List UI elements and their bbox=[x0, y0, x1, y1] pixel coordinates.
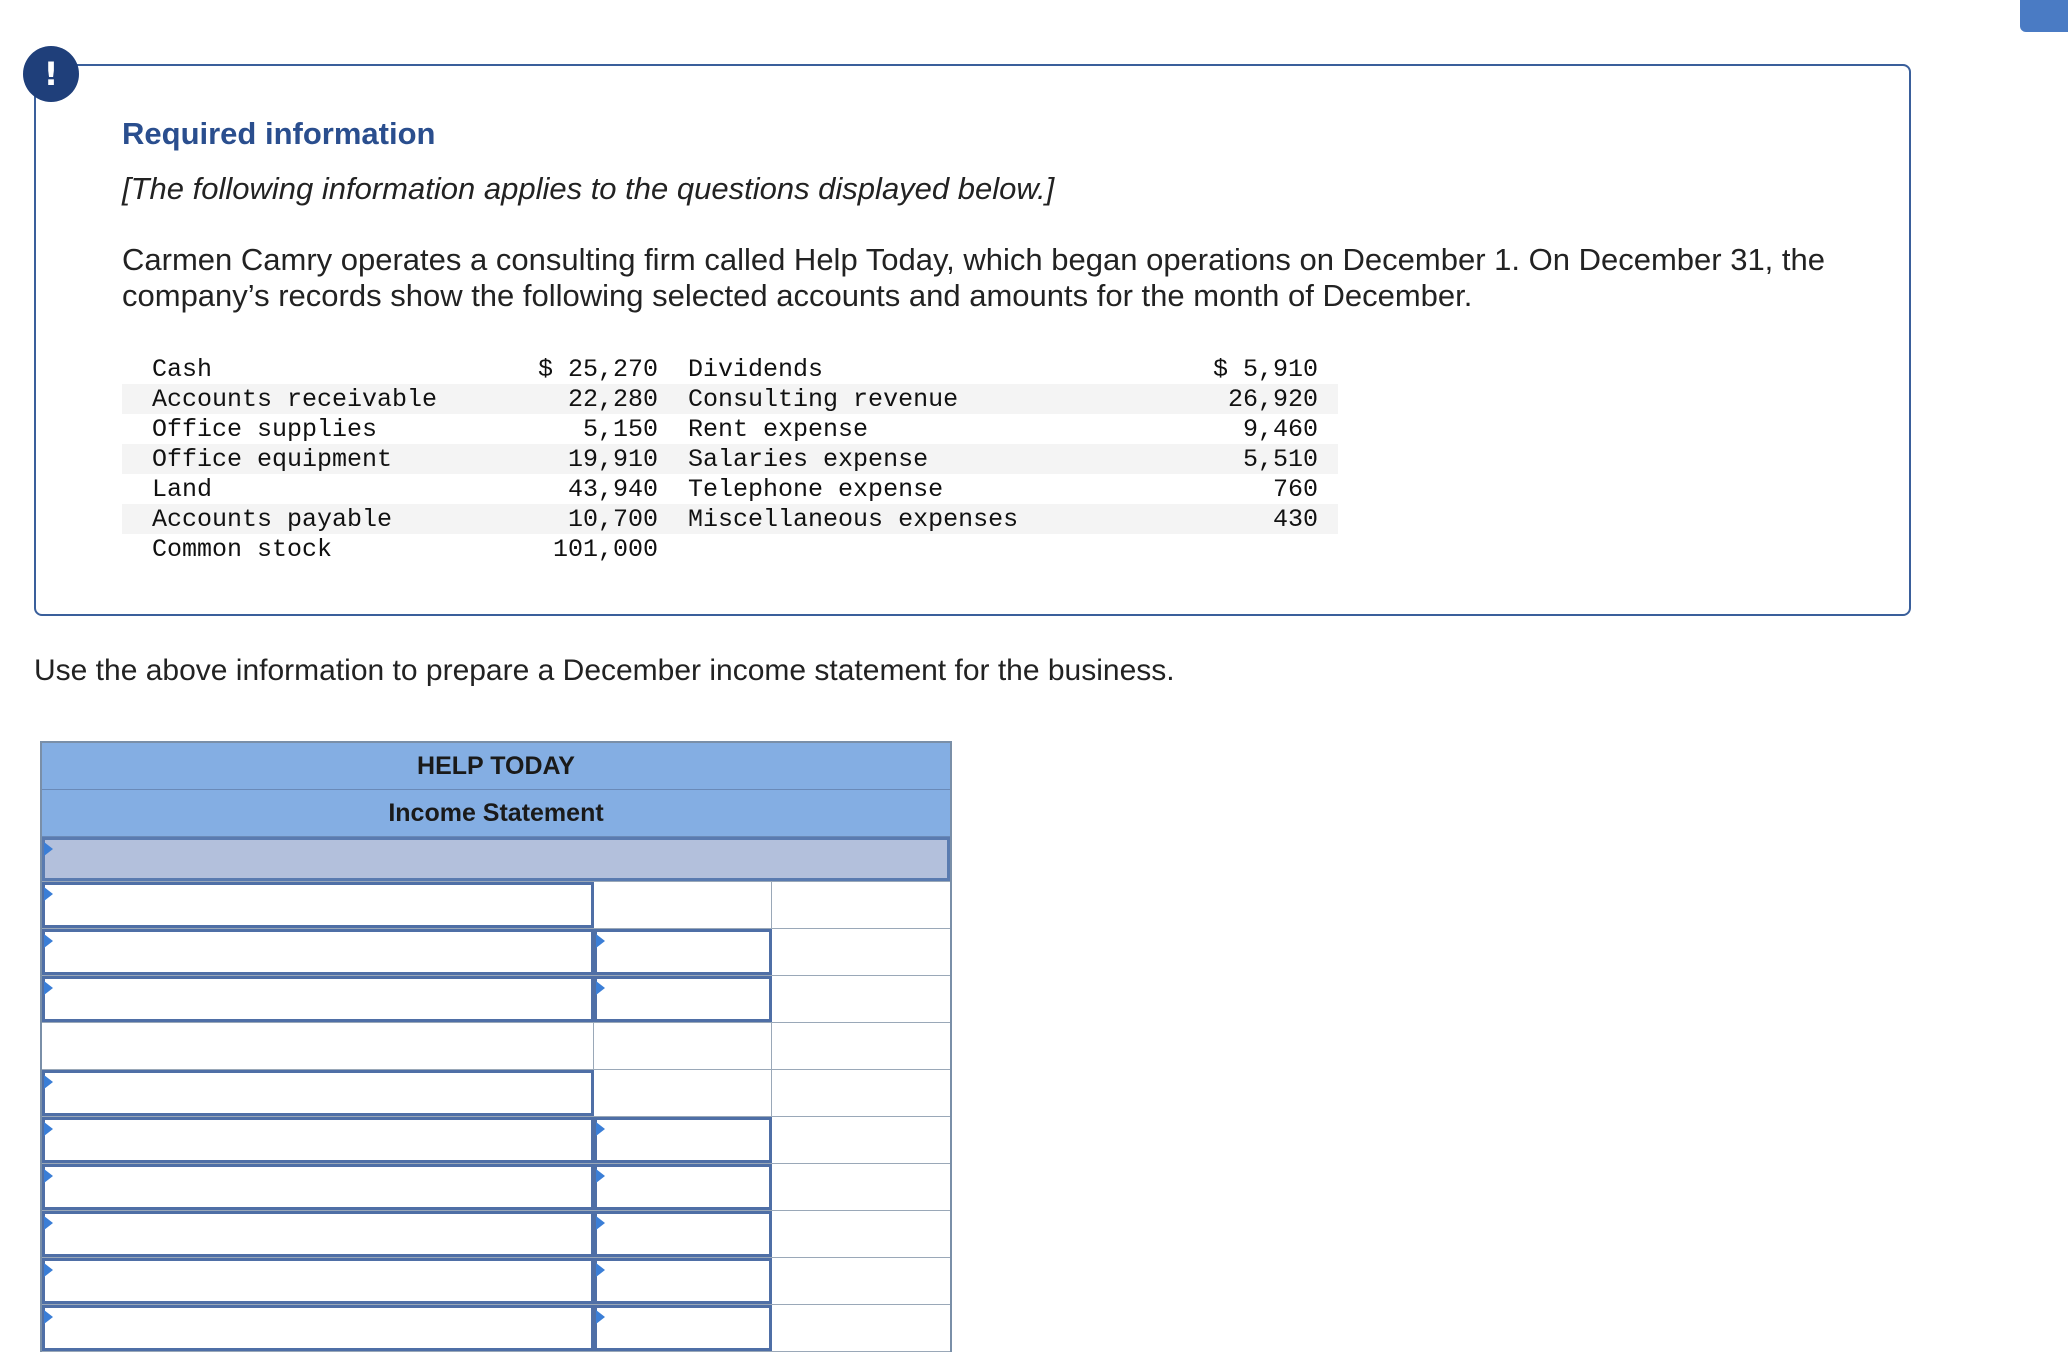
table-row bbox=[42, 1022, 950, 1069]
dropdown-marker-icon bbox=[44, 1216, 53, 1230]
table-row bbox=[42, 881, 950, 928]
account-dropdown[interactable] bbox=[42, 882, 594, 928]
table-row bbox=[122, 354, 1338, 384]
account-name: Cash bbox=[152, 354, 213, 384]
info-title: Required information bbox=[122, 116, 436, 151]
account-amount: 43,940 bbox=[568, 474, 659, 504]
account-amount: 19,910 bbox=[508, 444, 658, 474]
required-information-box bbox=[34, 64, 1911, 616]
dropdown-marker-icon bbox=[44, 1169, 53, 1183]
instruction-text: Use the above information to prepare a December income statement for the business. bbox=[34, 654, 1175, 687]
total-cell bbox=[772, 1164, 950, 1210]
total-cell bbox=[772, 976, 950, 1022]
amount-cell bbox=[594, 1023, 772, 1069]
account-name bbox=[658, 534, 1128, 564]
amount-input[interactable] bbox=[594, 1305, 772, 1351]
input-marker-icon bbox=[596, 1263, 605, 1277]
account-dropdown[interactable] bbox=[42, 1164, 594, 1210]
total-cell bbox=[772, 1117, 950, 1163]
input-marker-icon bbox=[596, 1169, 605, 1183]
table-row bbox=[42, 975, 950, 1022]
dropdown-marker-icon bbox=[44, 1310, 53, 1324]
statement-title-header: Income Statement bbox=[42, 790, 950, 837]
account-dropdown[interactable] bbox=[42, 1070, 594, 1116]
table-row bbox=[122, 414, 1338, 444]
amount-input[interactable] bbox=[594, 1258, 772, 1304]
account-amount: $ 5,910 bbox=[1213, 354, 1319, 384]
account-amount: 760 bbox=[1273, 474, 1319, 504]
input-marker-icon bbox=[596, 1310, 605, 1324]
table-row bbox=[42, 1304, 950, 1351]
account-dropdown[interactable] bbox=[42, 976, 594, 1022]
dropdown-marker-icon bbox=[44, 934, 53, 948]
total-cell bbox=[772, 1211, 950, 1257]
account-name: Dividends bbox=[688, 354, 824, 384]
account-name: Rent expense bbox=[688, 414, 869, 444]
table-row bbox=[42, 1069, 950, 1116]
dropdown-marker-icon bbox=[44, 981, 53, 995]
table-row bbox=[42, 1116, 950, 1163]
total-cell bbox=[772, 1023, 950, 1069]
company-name-header: HELP TODAY bbox=[42, 743, 950, 790]
account-name: Common stock bbox=[152, 534, 333, 564]
account-amount: 5,150 bbox=[583, 414, 659, 444]
dropdown-marker-icon bbox=[44, 1263, 53, 1277]
total-cell bbox=[772, 1305, 950, 1351]
table-row bbox=[42, 1210, 950, 1257]
account-name: Miscellaneous expenses bbox=[658, 504, 1128, 534]
account-amount: 10,700 bbox=[508, 504, 658, 534]
account-amount: 22,280 bbox=[508, 384, 658, 414]
total-cell bbox=[772, 1070, 950, 1116]
total-cell bbox=[772, 1258, 950, 1304]
total-cell bbox=[772, 929, 950, 975]
input-marker-icon bbox=[596, 1216, 605, 1230]
amount-input[interactable] bbox=[594, 1164, 772, 1210]
account-amount: 9,460 bbox=[1243, 414, 1319, 444]
account-name: Salaries expense bbox=[658, 444, 1128, 474]
account-dropdown[interactable] bbox=[42, 1117, 594, 1163]
dropdown-marker-icon bbox=[44, 842, 53, 856]
account-dropdown[interactable] bbox=[42, 929, 594, 975]
account-name: Telephone expense bbox=[688, 474, 944, 504]
account-amount bbox=[1128, 534, 1338, 564]
amount-input[interactable] bbox=[594, 1117, 772, 1163]
account-dropdown[interactable] bbox=[42, 1258, 594, 1304]
accounts-table bbox=[122, 354, 1338, 564]
account-name: Office supplies bbox=[152, 414, 378, 444]
label-cell bbox=[42, 1023, 594, 1069]
account-name: Office equipment bbox=[122, 444, 508, 474]
income-statement-worksheet bbox=[40, 741, 952, 1352]
account-name: Consulting revenue bbox=[658, 384, 1128, 414]
amount-input[interactable] bbox=[594, 929, 772, 975]
table-row bbox=[42, 928, 950, 975]
input-marker-icon bbox=[596, 1122, 605, 1136]
table-row bbox=[122, 384, 1338, 414]
input-marker-icon bbox=[596, 981, 605, 995]
info-paragraph: Carmen Camry operates a consulting firm called Help Today, which began operations on December 1. On December 31, the company’s records show the following selected accounts and amounts for the month of December. bbox=[122, 242, 1826, 313]
account-amount: 26,920 bbox=[1128, 384, 1338, 414]
table-row bbox=[42, 1163, 950, 1210]
corner-tab-button[interactable] bbox=[2020, 0, 2068, 32]
table-row bbox=[122, 534, 1338, 564]
exclamation-icon: ! bbox=[23, 46, 79, 102]
input-marker-icon bbox=[596, 934, 605, 948]
account-name: Accounts receivable bbox=[122, 384, 508, 414]
amount-cell bbox=[594, 1070, 772, 1116]
dropdown-marker-icon bbox=[44, 887, 53, 901]
amount-cell bbox=[594, 882, 772, 928]
table-row bbox=[42, 1257, 950, 1304]
account-amount: 430 bbox=[1128, 504, 1338, 534]
dropdown-marker-icon bbox=[44, 1075, 53, 1089]
table-row bbox=[122, 504, 1338, 534]
table-row bbox=[122, 474, 1338, 504]
account-amount: 101,000 bbox=[553, 534, 659, 564]
account-dropdown[interactable] bbox=[42, 1211, 594, 1257]
total-cell bbox=[772, 882, 950, 928]
dropdown-marker-icon bbox=[44, 1122, 53, 1136]
account-dropdown[interactable] bbox=[42, 1305, 594, 1351]
account-amount: 5,510 bbox=[1128, 444, 1338, 474]
amount-input[interactable] bbox=[594, 976, 772, 1022]
account-name: Land bbox=[152, 474, 213, 504]
info-subtitle: [The following information applies to the questions displayed below.] bbox=[122, 171, 1055, 206]
account-amount: $ 25,270 bbox=[538, 354, 659, 384]
amount-input[interactable] bbox=[594, 1211, 772, 1257]
account-name: Accounts payable bbox=[122, 504, 508, 534]
table-row bbox=[122, 444, 1338, 474]
date-dropdown[interactable] bbox=[42, 837, 950, 881]
